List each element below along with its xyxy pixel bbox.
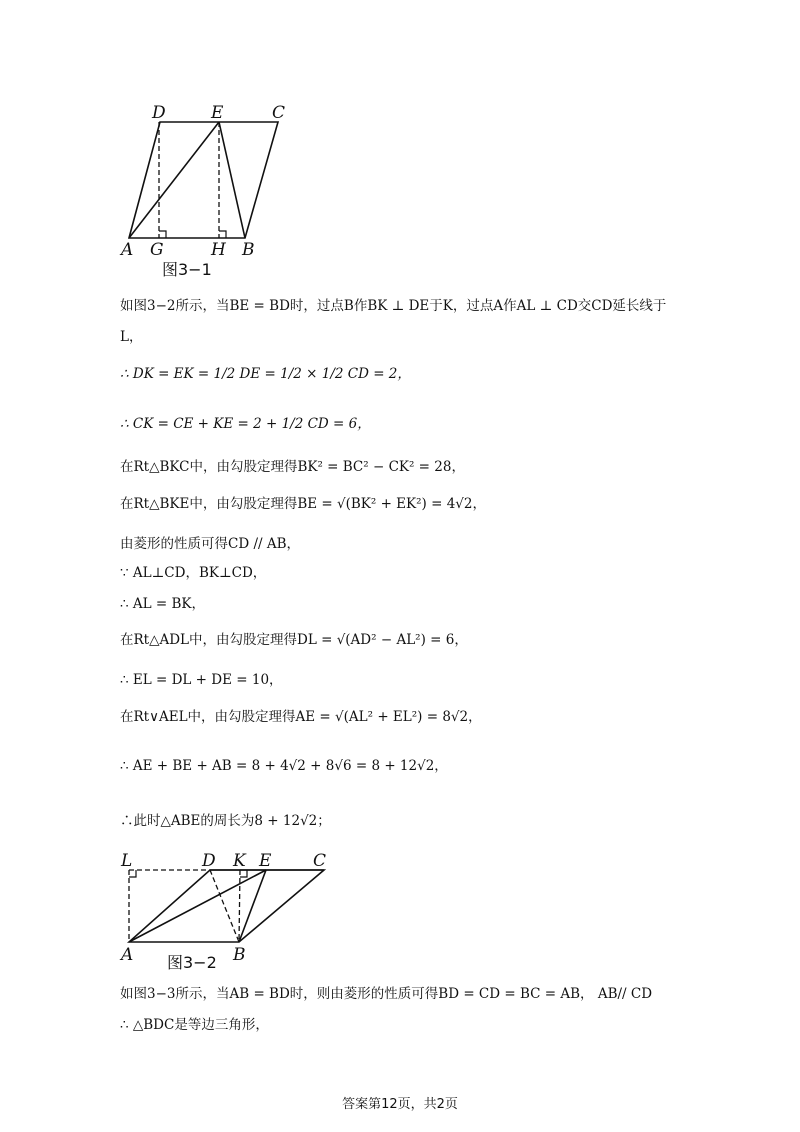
label-c: C <box>272 103 286 123</box>
text-line-14: ∴此时△ABE的周长为8 + 12√2； <box>120 813 331 829</box>
label-e: E <box>259 851 272 871</box>
label-e: E <box>211 103 224 123</box>
text-line-13: ∴ AE + BE + AB = 8 + 4√2 + 8√6 = 8 + 12√2， <box>120 758 448 774</box>
label-a: A <box>121 240 134 260</box>
dashed-db <box>210 870 239 942</box>
parallelogram-abcd <box>129 122 278 238</box>
right-angle-l <box>129 870 136 877</box>
figure-3-2 <box>115 850 345 980</box>
text-line-16: ∴ △BDC是等边三角形， <box>120 1017 269 1033</box>
text-line-7: 由菱形的性质可得CD // AB， <box>120 536 301 552</box>
dashed-kb <box>239 870 240 942</box>
label-c: C <box>313 851 327 871</box>
label-b: B <box>233 945 246 965</box>
parallelogram-abcd <box>129 870 324 942</box>
text-line-4: ∴ CK = CE + KE = 2 + 1/2 CD = 6， <box>120 416 371 432</box>
label-h: H <box>211 240 226 260</box>
label-l: L <box>121 851 133 871</box>
right-angle-k <box>240 870 247 877</box>
text-line-5: 在Rt△BKC中，由勾股定理得BK² = BC² − CK² = 28， <box>120 459 465 475</box>
text-line-9: ∴ AL = BK， <box>120 596 205 612</box>
page-footer: 答案第12页，共2页 <box>342 1097 458 1112</box>
text-line-6: 在Rt△BKE中，由勾股定理得BE = √(BK² + EK²) = 4√2， <box>120 496 486 512</box>
figure-3-2-caption: 图3−2 <box>167 953 217 972</box>
label-d: D <box>152 103 166 123</box>
segment-eb <box>219 122 245 238</box>
right-angle-g <box>159 231 166 238</box>
label-g: G <box>150 240 164 260</box>
figure-3-1-caption: 图3−1 <box>162 260 212 279</box>
text-line-1: 如图3−2所示，当BE = BD时，过点B作BK ⊥ DE于K，过点A作AL ⊥ CD交CD延长线于 <box>120 298 667 314</box>
right-angle-h <box>219 231 226 238</box>
text-line-12: 在Rt∨AEL中，由勾股定理得AE = √(AL² + EL²) = 8√2， <box>120 709 482 725</box>
figure-3-1-diagram <box>115 100 315 260</box>
text-line-3: ∴ DK = EK = 1/2 DE = 1/2 × 1/2 CD = 2， <box>120 366 411 382</box>
label-d: D <box>202 851 216 871</box>
segment-ae <box>129 122 219 238</box>
text-line-10: 在Rt△ADL中，由勾股定理得DL = √(AD² − AL²) = 6， <box>120 632 468 648</box>
figure-3-1 <box>115 100 315 280</box>
text-line-11: ∴ EL = DL + DE = 10， <box>120 672 283 688</box>
text-line-15: 如图3−3所示，当AB = BD时，则由菱形的性质可得BD = CD = BC = AB， AB// CD <box>120 986 653 1002</box>
text-line-8: ∵ AL⊥CD，BK⊥CD， <box>120 565 267 581</box>
label-a: A <box>121 945 134 965</box>
text-line-2: L， <box>120 329 143 345</box>
label-b: B <box>242 240 255 260</box>
label-k: K <box>233 851 246 871</box>
